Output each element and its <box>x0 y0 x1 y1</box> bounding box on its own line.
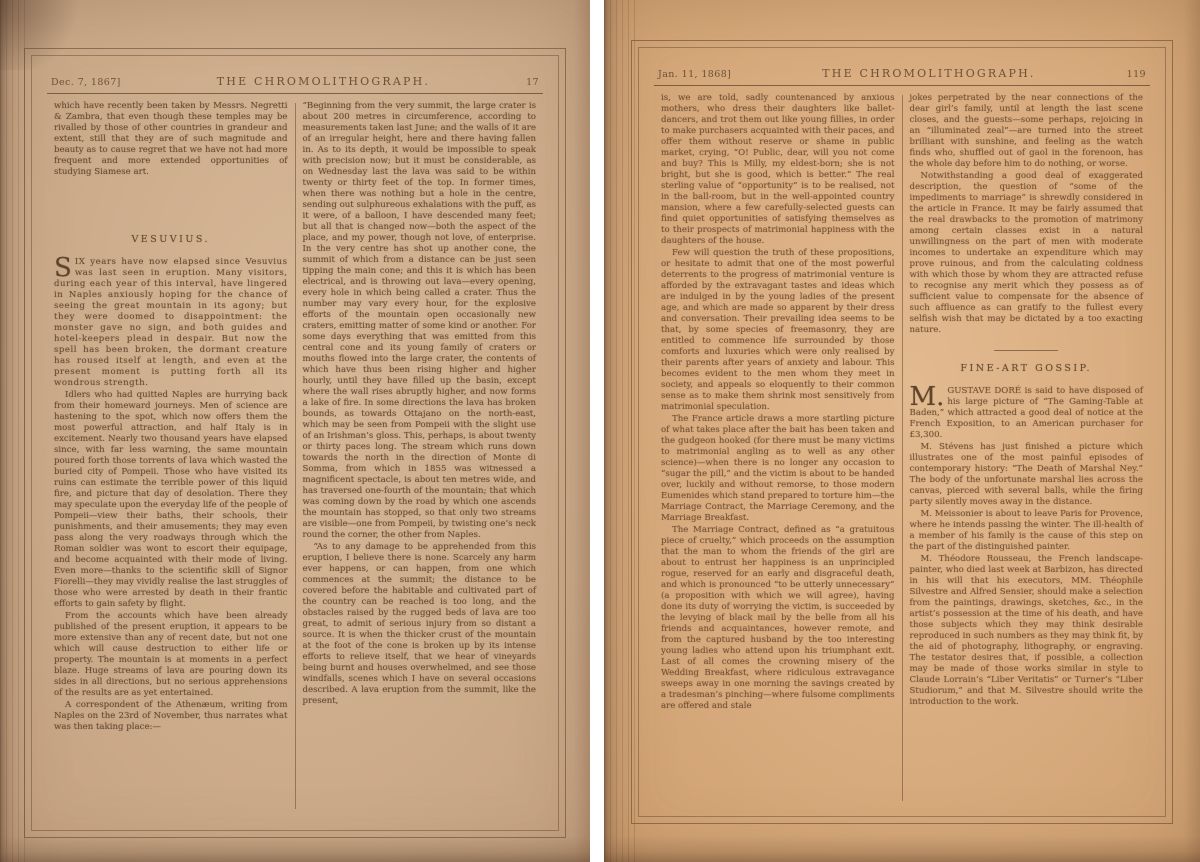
paragraph: From the accounts which have been already published of the present eruption, it appears to be more extensive than any of recent date, but not one which will cause destruction to either life or property. The mountain is at moments in a perfect blaze. Huge streams of lava are pouring down its sides in all directions, but no serious apprehensions of the results are as yet entertained. <box>54 611 288 698</box>
right-page-bottom-edge-shade <box>604 836 1200 862</box>
quoted-paragraph: “As to any damage to be apprehended from this eruption, I believe there is none. Scarcely any harm ever happens, or can happen, from one which commences at the summit; the distance to be covered before the habitable and cultivated part of the country can be reached is too long, and the obstacles raised by the rugged beds of lava are too great, to admit of serious injury from so distant a source. It is when the thicker crust of the mountain at the foot of the cone is broken up by its intense efforts to relieve itself, that we hear of vineyards being burnt and houses overwhelmed, and see those windfalls, scenes which I have on several occasions described. A lava eruption from the summit, like the present, <box>302 542 536 706</box>
left-page-column-1 <box>47 101 295 809</box>
article-end-paragraph: which have recently been taken by Messrs. Negretti & Zambra, that even though these temples may be rivalled by those of other countries in grandeur and extent, still that they are of such magnitude and beauty as to cause regret that we have not had more frequent and more extended opportunities of studying Siamese art. <box>54 101 288 177</box>
right-page-right-edge-shade <box>1184 0 1200 862</box>
right-page-number: 119 <box>1126 69 1146 80</box>
drop-cap-s: S <box>54 253 72 283</box>
paragraph: The Marriage Contract, defined as “a gratuitous piece of cruelty,” which proceeds on the assumption that the man to whom the friends of the girl are about to entrust her happiness is an unprincipled rogue, reserved for an early and disgraceful death, and which is pronounced “to be utterly unnecessary” (a proposition with which we will agree), having done its duty of worrying the victim, is succeeded by the levying of black mail by the belle from all his friends and acquaintances, however remote, and from the captured husband by the too interesting young ladies who attend upon his triumphant exit. Last of all comes the crowning misery of the Wedding Breakfast, where ridiculous extravagance sweeps away in one morning the savings created by a tradesman’s pinching—where fulsome compliments are offered and stale <box>661 525 895 711</box>
left-page-border-frame <box>24 48 566 838</box>
right-page-column-2 <box>903 93 1151 801</box>
left-page-inner-frame <box>31 55 559 831</box>
article-heading-fine-art-gossip: FINE-ART GOSSIP. <box>960 363 1093 374</box>
right-page-column-1 <box>654 93 902 801</box>
right-page-border-frame <box>631 40 1173 824</box>
paragraph <box>54 253 288 389</box>
left-page-journal-title: THE CHROMOLITHOGRAPH. <box>216 75 431 88</box>
left-page-right-edge-shade <box>574 0 590 862</box>
paragraph: Few will question the truth of these propositions, or hesitate to admit that one of the most powerful deterrents to the progress of matrimonial venture is afforded by the extravagant tastes and ideas which are indulged in by the young ladies of the present age, and which are made so apparent by their dress and conversation. Their prevailing idea seems to be that, by some species of freemasonry, they are entitled to commence life surrounded by those comforts and luxuries which were only realised by their parents after years of anxiety and labour. This becomes evident to the men whom they meet in society, and appeals so eloquently to their common sense as to make them shrink most sensitively from matrimonial speculation. <box>661 248 895 412</box>
quoted-paragraph: “Beginning from the very summit, the large crater is about 200 metres in circumference, according to measurements taken last June; and the walls of it are of an irregular height, here and there having fallen in. As to its depth, it would be impossible to speak with precision now; but it must be considerable, as on Wednesday last the lava was said to be within twenty or thirty feet of the top. In former times, when there was nothing but a hole in the centre, sending out sulphureous exhalations with the puff, as it were, of a balloon, I have descended many feet; but all that is changed now—both the aspect of the place, and my power, though not love, of enterprise. In the very centre has shot up another cone, the summit of which from a distance can be just seen tipping the main cone; and this it is which has been electrical, and is throwing out lava—every opening, every hole in which being called a crater. Thus the number may vary every hour, for the explosive efforts of the mountain open occasionally new craters, emitting matter of some kind or another. For some days everything that was emitted from this central cone and its young family of craters or mouths flowed into the large crater, the contents of which have thus been rising higher and higher hourly, until they have filled up the basin, except where the wall rises abruptly higher, and now forms a lake of fire. In some directions the lava has broken bounds, as towards Ottajano on the north-east, which may be seen from Pompeii with the slight use of an Irishman’s gloss. This, perhaps, is about twenty or thirty paces long. The stream which runs down towards the north in the direction of Monte di Somma, from which in 1855 was witnessed a magnificent spectacle, is about ten metres wide, and has traversed one-fourth of the mountain; that which was coming down by the road by which one ascends the mountain has stopped, so that only two streams are visible—one from Pompeii, by twisting one’s neck round the corner, the other from Naples. <box>302 101 536 540</box>
paragraph: A correspondent of the Athenæum, writing from Naples on the 23rd of November, thus narrates what was then taking place:— <box>54 700 288 732</box>
gossip-paragraph: M. Meissonier is about to leave Paris for Provence, where he intends passing the winter. The ill-health of a member of his family is the cause of this step on the part of the distinguished painter. <box>909 509 1143 552</box>
continuation-paragraph: jokes perpetrated by the near connections of the dear girl’s family, until at length the last scene closes, and the guests—some perhaps, rejoicing in an “illuminated zeal”—are turned into the street brilliant with sunshine, and feeling as the watch finds who, shuffled out of gaol in the forenoon, has the whole day before him to do nothing, or worse. <box>909 93 1143 169</box>
left-page-columns <box>47 101 543 809</box>
right-page-journal-title: THE CHROMOLITHOGRAPH. <box>822 67 1036 80</box>
left-page-number: 17 <box>526 77 539 88</box>
paragraph: Idlers who had quitted Naples are hurrying back from their homeward journeys. Men of science are hastening to the spot, which now offers them the most powerful attraction, and half Italy is in excitement. Nearly two thousand years have elapsed since, with far less warning, the same mountain poured forth those torrents of lava which wasted the buried city of Pompeii. Those who have visited its ruins can estimate the terrible power of this liquid fire, and picture that day of desolation. There they may speculate upon the everyday life of the people of Pompeii—view their baths, their schools, their punishments, and their amusements; they may even pass along the very roadways through which the Roman soldier was wont to escort their equipage, and become acquainted with their mode of living. Even more—thanks to the scientific skill of Signor Fiorelli—they may vividly realise the last struggles of those who were arrested by death in their frantic efforts to gain safety by flight. <box>54 390 288 609</box>
paragraph: Notwithstanding a good deal of exaggerated description, the question of “some of the impediments to marriage” is shrewdly considered in the article in France. It may be fairly assumed that the real drawbacks to the promotion of matrimony among certain classes exist in a natural unwillingness on the part of men with moderate incomes to undertake an expenditure which may prove ruinous, and from the calculating coldness with which those by whom they are attracted refuse to recognise any merit which they possess as of sufficient value to compensate for the absence of such affluence as can gratify to the fullest every selfish wish that may be dictated by a too exacting nature. <box>909 171 1143 335</box>
left-page-column-2 <box>296 101 544 809</box>
left-page-bottom-edge-shade <box>0 836 590 862</box>
gossip-paragraph <box>909 382 1144 441</box>
paragraph-text: IX years have now elapsed since Vesuvius was last seen in eruption. Many visitors, during each year of this interval, have lingered in Naples anxiously hoping for the chance of seeing the great mountain in its agony; but they were doomed to disappointment: the monster gave no sign, and both guides and hotel-keepers plead in despair. But now the spell has been broken, the dormant creature has roused itself at length, and even at the present moment is putting forth all its wondrous strength. <box>54 257 288 388</box>
gossip-paragraph: M. Stévens has just finished a picture which illustrates one of the most painful episodes of contemporary history: “The Death of Marshal Ney.” The body of the unfortunate marshal lies across the canvas, pierced with several balls, while the firing party silently moves away in the distance. <box>909 442 1143 507</box>
paragraph: The France article draws a more startling picture of what takes place after the bait has been taken and the gudgeon hooked (for there must be many victims to matrimonial angling as to well as any other science)—when there is no longer any occasion to “sugar the pill,” and the victim is about to be handed over, luckily and without remorse, to those modern Eumenides which stand prepared to torture him—the Marriage Contract, the Marriage Ceremony, and the Marriage Breakfast. <box>661 414 895 523</box>
right-page-inner-frame <box>638 47 1166 817</box>
left-page-date: Dec. 7, 1867] <box>51 77 121 88</box>
right-page-running-head <box>654 48 1150 86</box>
gossip-paragraph: M. Théodore Rousseau, the French landscape-painter, who died last week at Barbizon, has directed in his will that his executors, MM. Théophile Silvestre and Alfred Sensier, should make a selection from the paintings, drawings, sketches, &c., in the artist’s possession at the time of his death, and have those subjects which they may think desirable reproduced in such numbers as they may think fit, by the aid of photography, lithography, or engraving. The testator desires that, if possible, a collection may be made of those works similar in style to Claude Lorrain’s “Liber Veritatis” or Turner’s “Liber Studiorum,” and that M. Silvestre should write the introduction to the work. <box>909 554 1143 707</box>
continuation-paragraph: is, we are told, sadly countenanced by anxious mothers, who dress their daughters like ballet-dancers, and trot them out like young fillies, in order to make purchasers acquainted with their paces, and offer them without reserve or shame in public market, crying, “O! Public, dear, will you not come and buy? This is Milly, my eldest-born; she is not bright, but she is good, which is better.” The real sterling value of “opportunity” is to be realised, not in the ball-room, but in the well-appointed country mansion, where a few carefully-selected guests can find quiet opportunities of satisfying themselves as to their prospects of matrimonial happiness with the daughters of the house. <box>661 93 895 246</box>
article-heading-vesuvius: VESUVIUS. <box>131 234 211 245</box>
left-page-running-head <box>47 56 543 94</box>
right-page-columns <box>654 93 1150 801</box>
section-separator-rule <box>994 350 1058 351</box>
right-page <box>604 0 1200 862</box>
drop-cap-m: M. <box>909 382 945 412</box>
right-page-date: Jan. 11, 1868] <box>658 69 732 80</box>
paragraph-text: GUSTAVE DORÉ is said to have disposed of his large picture of “The Gaming-Table at Baden,” which attracted a good deal of notice at the French Exposition, to an American purchaser for £3,300. <box>909 386 1143 440</box>
left-page <box>0 0 590 862</box>
